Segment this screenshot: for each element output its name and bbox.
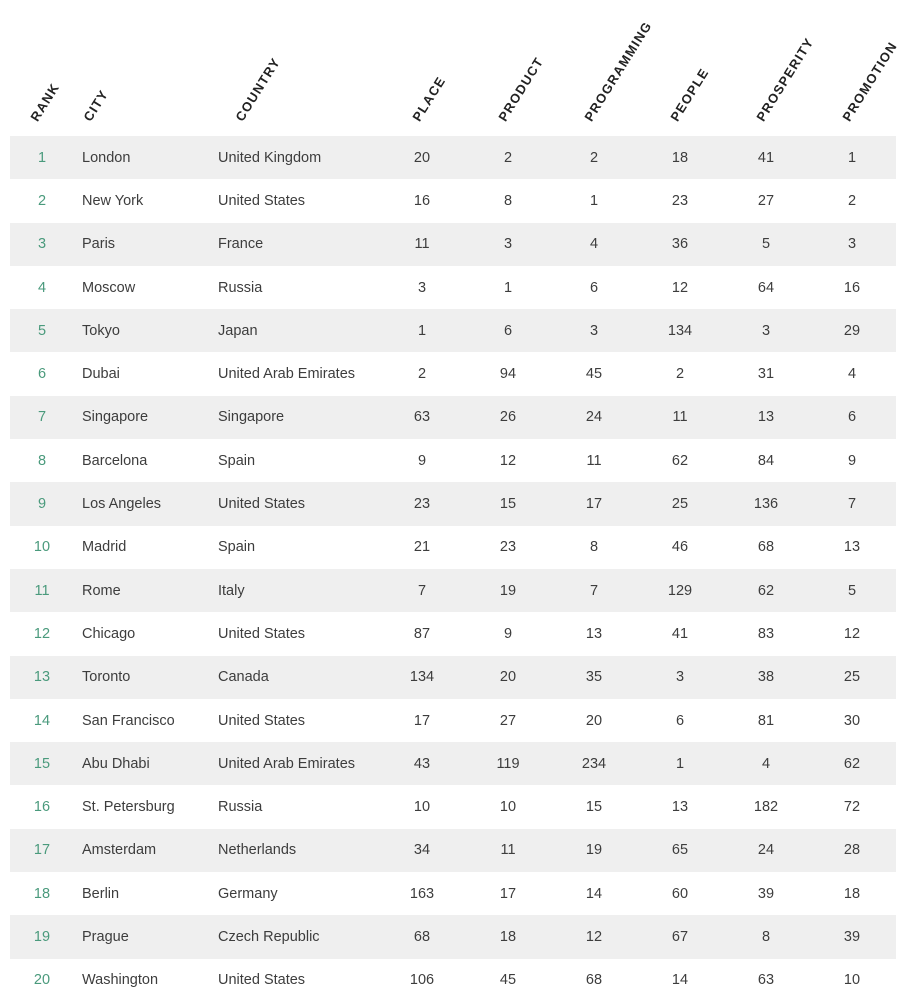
- cell-city: Singapore: [82, 409, 149, 426]
- cell-country: United States: [218, 192, 306, 209]
- cell-promotion: 3: [847, 236, 857, 253]
- table-row: [10, 136, 896, 179]
- cell-city: Washington: [82, 972, 159, 989]
- cell-city: Amsterdam: [82, 842, 157, 859]
- cell-city: Madrid: [82, 539, 127, 556]
- cell-city: Toronto: [82, 669, 131, 686]
- cell-programming: 2: [589, 149, 599, 166]
- table-row: [10, 785, 896, 828]
- cell-product: 119: [496, 755, 520, 772]
- cell-programming: 20: [585, 712, 603, 729]
- cell-rank: 7: [37, 409, 47, 426]
- cell-prosperity: 41: [757, 149, 775, 166]
- cell-promotion: 29: [843, 322, 861, 339]
- cell-people: 25: [671, 496, 689, 513]
- cell-rank: 8: [37, 452, 47, 469]
- cell-country: Italy: [218, 582, 245, 599]
- cell-promotion: 2: [847, 192, 857, 209]
- cell-rank: 1: [37, 149, 47, 166]
- cell-people: 46: [671, 539, 689, 556]
- cell-place: 11: [414, 236, 430, 253]
- cell-place: 43: [413, 755, 431, 772]
- rankings-table: [10, 136, 896, 1002]
- cell-product: 23: [499, 539, 517, 556]
- cell-city: Abu Dhabi: [82, 755, 150, 772]
- cell-rank: 5: [37, 322, 47, 339]
- cell-people: 6: [675, 712, 685, 729]
- cell-programming: 4: [589, 236, 599, 253]
- column-header-label: PROMOTION: [839, 38, 901, 124]
- cell-programming: 3: [589, 322, 599, 339]
- cell-prosperity: 83: [757, 625, 775, 642]
- cell-country: United States: [218, 496, 306, 513]
- table-row: [10, 482, 896, 525]
- cell-promotion: 62: [843, 755, 861, 772]
- cell-place: 68: [413, 928, 431, 945]
- column-header-label: PROSPERITY: [753, 34, 817, 124]
- cell-programming: 7: [589, 582, 599, 599]
- cell-prosperity: 182: [753, 799, 779, 816]
- cell-people: 2: [675, 366, 685, 383]
- cell-product: 26: [499, 409, 517, 426]
- cell-product: 3: [503, 236, 513, 253]
- cell-place: 3: [417, 279, 427, 296]
- cell-country: Singapore: [218, 409, 285, 426]
- cell-people: 14: [671, 972, 689, 989]
- cell-country: France: [218, 236, 264, 253]
- cell-product: 11: [500, 842, 516, 859]
- cell-city: Berlin: [82, 885, 120, 902]
- cell-city: Rome: [82, 582, 121, 599]
- cell-city: Tokyo: [82, 322, 120, 339]
- cell-rank: 15: [33, 755, 51, 772]
- cell-prosperity: 62: [757, 582, 775, 599]
- cell-promotion: 7: [847, 496, 857, 513]
- cell-promotion: 13: [843, 539, 861, 556]
- cell-promotion: 9: [847, 452, 857, 469]
- cell-country: Spain: [218, 452, 256, 469]
- cell-promotion: 10: [843, 972, 861, 989]
- cell-country: United States: [218, 625, 306, 642]
- cell-promotion: 1: [847, 149, 857, 166]
- cell-rank: 13: [33, 669, 51, 686]
- cell-promotion: 6: [847, 409, 857, 426]
- cell-prosperity: 136: [753, 496, 779, 513]
- cell-country: Russia: [218, 279, 263, 296]
- cell-programming: 17: [585, 496, 603, 513]
- table-row: [10, 223, 896, 266]
- cell-prosperity: 8: [761, 928, 771, 945]
- cell-programming: 35: [585, 669, 603, 686]
- cell-place: 20: [413, 149, 431, 166]
- cell-promotion: 18: [843, 885, 861, 902]
- column-header-label: CITY: [80, 86, 112, 124]
- cell-city: Moscow: [82, 279, 136, 296]
- cell-programming: 6: [589, 279, 599, 296]
- cell-place: 87: [413, 625, 431, 642]
- cell-programming: 11: [586, 452, 602, 469]
- cell-rank: 17: [33, 842, 51, 859]
- cell-place: 23: [413, 496, 431, 513]
- cell-prosperity: 39: [757, 885, 775, 902]
- cell-programming: 234: [581, 755, 607, 772]
- cell-city: Chicago: [82, 625, 136, 642]
- column-header-label: RANK: [27, 80, 63, 124]
- cell-promotion: 4: [847, 366, 857, 383]
- cell-prosperity: 31: [757, 366, 775, 383]
- table-header: [0, 0, 911, 136]
- cell-people: 11: [672, 409, 688, 426]
- cell-country: Czech Republic: [218, 928, 320, 945]
- cell-promotion: 39: [843, 928, 861, 945]
- cell-city: San Francisco: [82, 712, 175, 729]
- cell-people: 62: [671, 452, 689, 469]
- table-row: [10, 396, 896, 439]
- table-row: [10, 309, 896, 352]
- cell-promotion: 30: [843, 712, 861, 729]
- table-row: [10, 569, 896, 612]
- cell-programming: 8: [589, 539, 599, 556]
- cell-programming: 15: [585, 799, 603, 816]
- cell-prosperity: 3: [761, 322, 771, 339]
- cell-people: 18: [671, 149, 689, 166]
- cell-product: 20: [499, 669, 517, 686]
- cell-place: 17: [413, 712, 431, 729]
- cell-people: 67: [671, 928, 689, 945]
- cell-product: 18: [499, 928, 517, 945]
- cell-place: 10: [413, 799, 431, 816]
- cell-place: 16: [413, 192, 431, 209]
- cell-prosperity: 63: [757, 972, 775, 989]
- cell-promotion: 28: [843, 842, 861, 859]
- cell-people: 13: [671, 799, 689, 816]
- cell-prosperity: 13: [757, 409, 775, 426]
- cell-country: United Kingdom: [218, 149, 322, 166]
- cell-country: Netherlands: [218, 842, 297, 859]
- cell-rank: 14: [33, 712, 51, 729]
- cell-people: 65: [671, 842, 689, 859]
- cell-prosperity: 38: [757, 669, 775, 686]
- cell-people: 12: [671, 279, 689, 296]
- cell-prosperity: 84: [757, 452, 775, 469]
- cell-country: United States: [218, 712, 306, 729]
- cell-place: 34: [413, 842, 431, 859]
- table-row: [10, 699, 896, 742]
- table-row: [10, 352, 896, 395]
- table-row: [10, 266, 896, 309]
- cell-country: Spain: [218, 539, 256, 556]
- table-row: [10, 959, 896, 1002]
- cell-city: Paris: [82, 236, 116, 253]
- cell-rank: 16: [33, 799, 51, 816]
- cell-product: 94: [499, 366, 517, 383]
- cell-programming: 13: [585, 625, 603, 642]
- cell-place: 163: [409, 885, 435, 902]
- cell-promotion: 72: [843, 799, 861, 816]
- cell-place: 21: [413, 539, 431, 556]
- cell-product: 17: [499, 885, 517, 902]
- cell-rank: 2: [37, 192, 47, 209]
- cell-country: Canada: [218, 669, 269, 686]
- cell-place: 134: [409, 669, 435, 686]
- cell-people: 60: [671, 885, 689, 902]
- cell-product: 12: [499, 452, 517, 469]
- cell-city: New York: [82, 192, 144, 209]
- cell-product: 2: [503, 149, 513, 166]
- cell-country: United Arab Emirates: [218, 755, 356, 772]
- column-header-label: PRODUCT: [495, 54, 547, 124]
- cell-product: 1: [503, 279, 513, 296]
- cell-people: 3: [675, 669, 685, 686]
- cell-programming: 24: [585, 409, 603, 426]
- cell-people: 41: [671, 625, 689, 642]
- cell-place: 63: [413, 409, 431, 426]
- cell-rank: 10: [33, 539, 51, 556]
- table-row: [10, 656, 896, 699]
- column-header-label: PEOPLE: [667, 65, 712, 124]
- cell-city: London: [82, 149, 131, 166]
- cell-programming: 12: [585, 928, 603, 945]
- cell-product: 8: [503, 192, 513, 209]
- cell-city: Barcelona: [82, 452, 148, 469]
- cell-rank: 6: [37, 366, 47, 383]
- cell-place: 106: [409, 972, 435, 989]
- cell-programming: 1: [589, 192, 599, 209]
- cell-place: 7: [417, 582, 427, 599]
- cell-rank: 19: [33, 928, 51, 945]
- cell-product: 9: [503, 625, 513, 642]
- table-row: [10, 915, 896, 958]
- cell-product: 10: [499, 799, 517, 816]
- cell-product: 27: [499, 712, 517, 729]
- cell-promotion: 12: [843, 625, 861, 642]
- cell-rank: 20: [33, 972, 51, 989]
- cell-prosperity: 27: [757, 192, 775, 209]
- cell-place: 9: [417, 452, 427, 469]
- cell-rank: 11: [34, 582, 50, 599]
- cell-prosperity: 5: [761, 236, 771, 253]
- table-row: [10, 742, 896, 785]
- cell-prosperity: 68: [757, 539, 775, 556]
- cell-country: United States: [218, 972, 306, 989]
- cell-programming: 68: [585, 972, 603, 989]
- cell-product: 6: [503, 322, 513, 339]
- cell-city: Dubai: [82, 366, 120, 383]
- cell-city: Los Angeles: [82, 496, 162, 513]
- cell-product: 45: [499, 972, 517, 989]
- cell-rank: 4: [37, 279, 47, 296]
- cell-product: 15: [499, 496, 517, 513]
- cell-rank: 12: [33, 625, 51, 642]
- cell-programming: 14: [585, 885, 603, 902]
- cell-country: United Arab Emirates: [218, 366, 356, 383]
- column-header-label: COUNTRY: [232, 54, 284, 124]
- cell-people: 23: [671, 192, 689, 209]
- cell-people: 1: [675, 755, 685, 772]
- cell-prosperity: 64: [757, 279, 775, 296]
- table-row: [10, 526, 896, 569]
- cell-rank: 18: [33, 885, 51, 902]
- table-row: [10, 829, 896, 872]
- cell-product: 19: [499, 582, 517, 599]
- table-row: [10, 439, 896, 482]
- cell-city: St. Petersburg: [82, 799, 175, 816]
- cell-people: 134: [667, 322, 693, 339]
- cell-promotion: 25: [843, 669, 861, 686]
- cell-people: 129: [667, 582, 693, 599]
- cell-programming: 45: [585, 366, 603, 383]
- cell-place: 2: [417, 366, 427, 383]
- cell-promotion: 5: [847, 582, 857, 599]
- column-header-label: PLACE: [409, 73, 449, 124]
- table-row: [10, 179, 896, 222]
- cell-country: Germany: [218, 885, 278, 902]
- cell-place: 1: [417, 322, 427, 339]
- cell-programming: 19: [585, 842, 603, 859]
- cell-city: Prague: [82, 928, 129, 945]
- cell-prosperity: 81: [757, 712, 775, 729]
- cell-country: Russia: [218, 799, 263, 816]
- column-header-label: PROGRAMMING: [581, 18, 655, 124]
- cell-country: Japan: [218, 322, 258, 339]
- cell-promotion: 16: [843, 279, 861, 296]
- cell-prosperity: 4: [761, 755, 771, 772]
- cell-rank: 9: [37, 496, 47, 513]
- cell-prosperity: 24: [757, 842, 775, 859]
- cell-people: 36: [671, 236, 689, 253]
- table-row: [10, 612, 896, 655]
- table-row: [10, 872, 896, 915]
- cell-rank: 3: [37, 236, 47, 253]
